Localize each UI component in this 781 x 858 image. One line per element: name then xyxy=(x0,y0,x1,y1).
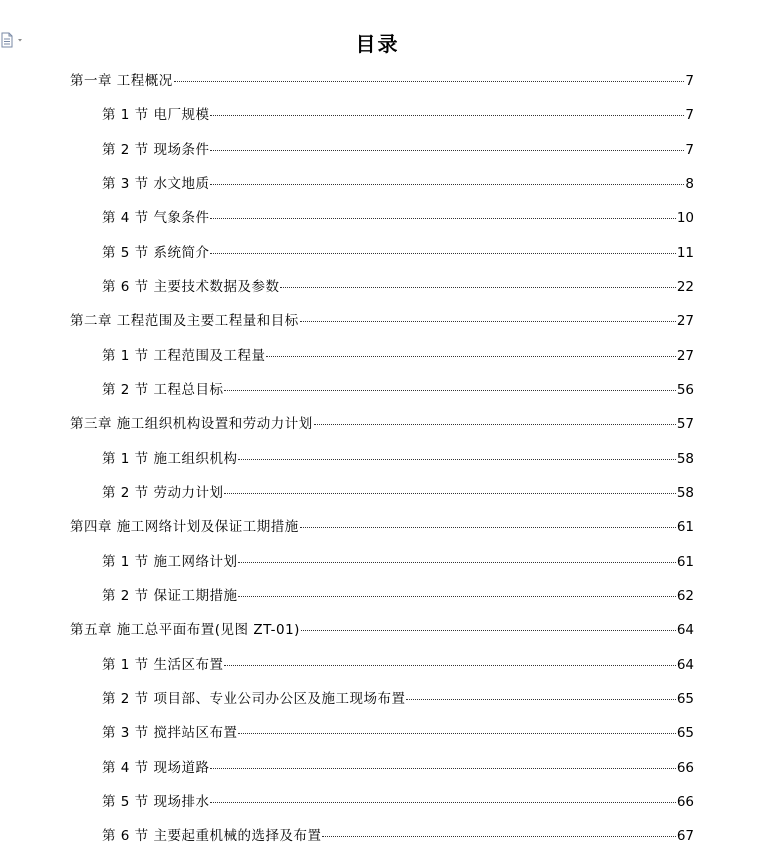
toc-entry-section[interactable] xyxy=(102,174,694,194)
toc-entry-page-number: 58 xyxy=(676,450,694,467)
dot-leader xyxy=(280,287,675,288)
toc-entry-page-number: 58 xyxy=(676,484,694,501)
toc-entry-section[interactable] xyxy=(102,346,694,366)
toc-entry-label: 第 5 节 现场排水 xyxy=(102,793,210,810)
dot-leader xyxy=(301,630,676,631)
toc-entry-page-number: 64 xyxy=(676,656,694,673)
toc-entry-page-number: 61 xyxy=(676,519,694,536)
dot-leader xyxy=(322,836,675,837)
toc-entry-label: 第二章 工程范围及主要工程量和目标 xyxy=(70,313,299,330)
toc-entry-label: 第一章 工程概况 xyxy=(70,73,173,89)
dot-leader xyxy=(224,665,675,666)
toc-entry-label: 第 2 节 现场条件 xyxy=(102,141,210,158)
toc-entry-label: 第三章 施工组织机构设置和劳动力计划 xyxy=(70,416,313,433)
dot-leader xyxy=(406,699,675,700)
toc-entry-section[interactable] xyxy=(102,140,694,160)
toc-entry-page-number: 57 xyxy=(676,416,694,433)
toc-entry-section[interactable] xyxy=(102,792,694,812)
dot-leader xyxy=(224,493,675,494)
toc-entry-page-number: 27 xyxy=(676,347,694,364)
toc-entry-page-number: 62 xyxy=(676,587,694,604)
dot-leader xyxy=(238,562,675,563)
toc-entry-page-number: 64 xyxy=(676,622,694,639)
toc-entry-page-number: 66 xyxy=(676,793,694,810)
toc-entry-label: 第 1 节 工程范围及工程量 xyxy=(102,347,266,364)
toc-entry-section[interactable] xyxy=(102,449,694,469)
toc-entry-section[interactable] xyxy=(102,758,694,778)
toc-entry-page-number: 66 xyxy=(676,759,694,776)
dot-leader xyxy=(238,596,675,597)
toc-entry-page-number: 27 xyxy=(676,313,694,330)
dot-leader xyxy=(238,459,675,460)
toc-entry-chapter[interactable] xyxy=(70,71,694,91)
toc-entry-page-number: 7 xyxy=(685,107,694,124)
toc-entry-label: 第 2 节 保证工期措施 xyxy=(102,587,238,604)
dot-leader xyxy=(174,81,685,82)
toc-entry-page-number: 61 xyxy=(676,553,694,570)
toc-entry-page-number: 10 xyxy=(676,210,694,227)
dot-leader xyxy=(314,424,676,425)
dot-leader xyxy=(266,356,675,357)
toc-entry-label: 第 1 节 施工组织机构 xyxy=(102,450,238,467)
toc-entry-page-number: 7 xyxy=(685,141,694,158)
toc-entry-label: 第 1 节 生活区布置 xyxy=(102,656,224,673)
toc-entry-label: 第 6 节 主要起重机械的选择及布置 xyxy=(102,828,322,845)
dot-leader xyxy=(210,768,675,769)
toc-entry-section[interactable] xyxy=(102,105,694,125)
toc-entry-section[interactable] xyxy=(102,552,694,572)
toc-entry-chapter[interactable] xyxy=(70,517,694,537)
toc-entry-section[interactable] xyxy=(102,826,694,846)
toc-entry-section[interactable] xyxy=(102,689,694,709)
toc-entry-label: 第 4 节 气象条件 xyxy=(102,210,210,227)
toc-entry-page-number: 65 xyxy=(676,690,694,707)
toc-entry-chapter[interactable] xyxy=(70,414,694,434)
toc-entry-section[interactable] xyxy=(102,380,694,400)
dot-leader xyxy=(210,115,684,116)
dot-leader xyxy=(238,733,675,734)
toc-entry-label: 第 2 节 工程总目标 xyxy=(102,381,224,398)
toc-entry-section[interactable] xyxy=(102,586,694,606)
toc-entry-label: 第 5 节 系统简介 xyxy=(102,244,210,261)
toc-entry-page-number: 22 xyxy=(676,278,694,295)
toc-entry-label: 第四章 施工网络计划及保证工期措施 xyxy=(70,519,299,536)
toc-entry-label: 第 2 节 项目部、专业公司办公区及施工现场布置 xyxy=(102,690,406,707)
toc-entry-page-number: 7 xyxy=(685,73,694,89)
toc-entry-label: 第 6 节 主要技术数据及参数 xyxy=(102,278,280,295)
toc-entry-section[interactable] xyxy=(102,723,694,743)
dot-leader xyxy=(210,802,675,803)
toc-entry-page-number: 67 xyxy=(676,828,694,845)
dot-leader xyxy=(300,527,676,528)
toc-entry-label: 第 1 节 电厂规模 xyxy=(102,107,210,124)
toc-entry-label: 第 3 节 搅拌站区布置 xyxy=(102,725,238,742)
toc-entry-page-number: 8 xyxy=(685,175,694,192)
dot-leader xyxy=(224,390,675,391)
toc-entry-page-number: 11 xyxy=(676,244,694,261)
toc-entry-page-number: 65 xyxy=(676,725,694,742)
toc-entry-section[interactable] xyxy=(102,243,694,263)
toc-entry-section[interactable] xyxy=(102,208,694,228)
dot-leader xyxy=(210,184,684,185)
toc-entry-chapter[interactable] xyxy=(70,311,694,331)
toc-entry-section[interactable] xyxy=(102,655,694,675)
dot-leader xyxy=(210,253,675,254)
toc-entry-section[interactable] xyxy=(102,277,694,297)
toc-entry-label: 第 3 节 水文地质 xyxy=(102,175,210,192)
toc-entry-label: 第 1 节 施工网络计划 xyxy=(102,553,238,570)
toc-entry-label: 第 4 节 现场道路 xyxy=(102,759,210,776)
toc-entry-chapter[interactable] xyxy=(70,620,694,640)
toc-entry-label: 第 2 节 劳动力计划 xyxy=(102,484,224,501)
dot-leader xyxy=(210,218,675,219)
toc-entry-page-number: 56 xyxy=(676,381,694,398)
page-title: 目录 xyxy=(355,32,400,56)
dot-leader xyxy=(210,150,684,151)
dot-leader xyxy=(300,321,676,322)
toc-entry-section[interactable] xyxy=(102,483,694,503)
toc-entry-label: 第五章 施工总平面布置(见图 ZT-01) xyxy=(70,622,300,639)
